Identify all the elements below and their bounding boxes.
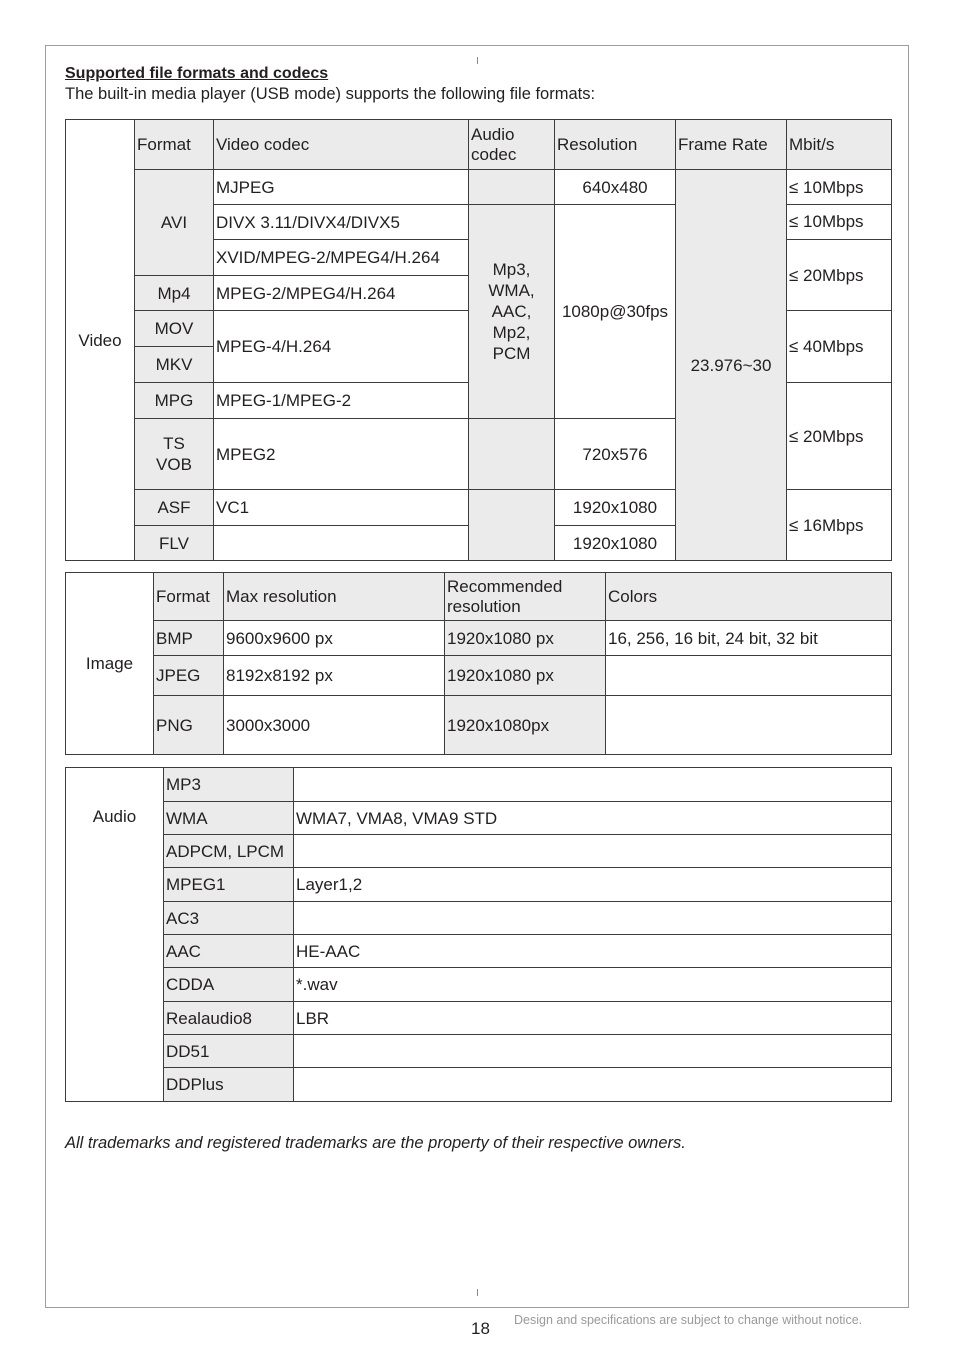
header-audio-codec: Audio codec bbox=[469, 120, 555, 170]
video-formats-table bbox=[65, 119, 892, 561]
audio-codec-mjpeg bbox=[469, 170, 555, 205]
audio-format-ddplus: DDPlus bbox=[164, 1068, 294, 1102]
top-tick-mark bbox=[477, 57, 478, 64]
audio-formats-table bbox=[65, 767, 892, 1102]
format-mkv: MKV bbox=[135, 347, 214, 383]
image-header-colors: Colors bbox=[606, 573, 892, 621]
codec-mjpeg: MJPEG bbox=[214, 170, 469, 205]
image-format-png: PNG bbox=[154, 696, 224, 755]
audio-codec-mp2: Mp2, bbox=[492, 323, 531, 342]
header-format: Format bbox=[135, 120, 214, 170]
header-bitrate: Mbit/s bbox=[787, 120, 892, 170]
bitrate-mjpeg: ≤ 10Mbps bbox=[787, 170, 892, 205]
audio-detail-cdda: *.wav bbox=[294, 968, 892, 1002]
audio-format-adpcm-lpcm: ADPCM, LPCM bbox=[164, 835, 294, 868]
header-video-codec: Video codec bbox=[214, 120, 469, 170]
format-vob: VOB bbox=[156, 455, 192, 474]
image-max-bmp: 9600x9600 px bbox=[224, 621, 445, 656]
image-header-format: Format bbox=[154, 573, 224, 621]
section-heading: Supported file formats and codecs bbox=[65, 65, 329, 82]
audio-detail-adpcm-lpcm bbox=[294, 835, 892, 868]
format-ts: TS bbox=[163, 434, 185, 453]
resolution-mjpeg: 640x480 bbox=[555, 170, 676, 205]
audio-format-wma: WMA bbox=[164, 802, 294, 835]
audio-format-realaudio8: Realaudio8 bbox=[164, 1002, 294, 1035]
codec-mpg: MPEG-1/MPEG-2 bbox=[214, 383, 469, 419]
audio-detail-wma: WMA7, VMA8, VMA9 STD bbox=[294, 802, 892, 835]
format-mpg: MPG bbox=[135, 383, 214, 419]
resolution-asf: 1920x1080 bbox=[555, 490, 676, 526]
audio-format-ac3: AC3 bbox=[164, 902, 294, 935]
format-mp4: Mp4 bbox=[135, 276, 214, 311]
resolution-main: 1080p@30fps bbox=[555, 205, 676, 419]
image-format-bmp: BMP bbox=[154, 621, 224, 656]
audio-format-dd51: DD51 bbox=[164, 1035, 294, 1068]
bitrate-mpg-ts: ≤ 20Mbps bbox=[787, 383, 892, 490]
codec-divx: DIVX 3.11/DIVX4/DIVX5 bbox=[214, 205, 469, 240]
audio-detail-realaudio8: LBR bbox=[294, 1002, 892, 1035]
image-format-jpeg: JPEG bbox=[154, 656, 224, 696]
audio-detail-ac3 bbox=[294, 902, 892, 935]
format-asf: ASF bbox=[135, 490, 214, 526]
audio-codec-main bbox=[469, 205, 555, 419]
bottom-tick-mark bbox=[477, 1289, 478, 1296]
resolution-flv: 1920x1080 bbox=[555, 526, 676, 561]
image-colors-jpeg bbox=[606, 656, 892, 696]
image-rec-png: 1920x1080px bbox=[445, 696, 606, 755]
audio-codec-aac: AAC, bbox=[491, 302, 532, 321]
audio-detail-mpeg1: Layer1,2 bbox=[294, 868, 892, 902]
audio-detail-ddplus bbox=[294, 1068, 892, 1102]
format-avi: AVI bbox=[135, 170, 214, 276]
image-colors-bmp: 16, 256, 16 bit, 24 bit, 32 bit bbox=[606, 621, 892, 656]
bitrate-asf-flv: ≤ 16Mbps bbox=[787, 490, 892, 561]
footer-disclaimer: Design and specifications are subject to change without notice. bbox=[514, 1313, 863, 1327]
audio-format-aac: AAC bbox=[164, 935, 294, 968]
image-max-jpeg: 8192x8192 px bbox=[224, 656, 445, 696]
audio-detail-dd51 bbox=[294, 1035, 892, 1068]
audio-codec-asf-flv bbox=[469, 490, 555, 561]
audio-format-cdda: CDDA bbox=[164, 968, 294, 1002]
resolution-ts: 720x576 bbox=[555, 419, 676, 490]
bitrate-divx: ≤ 10Mbps bbox=[787, 205, 892, 240]
page-number: 18 bbox=[471, 1319, 490, 1338]
audio-format-mpeg1: MPEG1 bbox=[164, 868, 294, 902]
audio-codec-wma: WMA, bbox=[488, 281, 535, 300]
image-max-png: 3000x3000 bbox=[224, 696, 445, 755]
codec-mp4: MPEG-2/MPEG4/H.264 bbox=[214, 276, 469, 311]
bitrate-xvid-mp4: ≤ 20Mbps bbox=[787, 240, 892, 311]
audio-codec-mp3: Mp3, bbox=[492, 260, 531, 279]
image-rec-bmp: 1920x1080 px bbox=[445, 621, 606, 656]
audio-detail-aac: HE-AAC bbox=[294, 935, 892, 968]
image-rec-jpeg: 1920x1080 px bbox=[445, 656, 606, 696]
codec-mov-mkv: MPEG-4/H.264 bbox=[214, 311, 469, 383]
header-resolution: Resolution bbox=[555, 120, 676, 170]
audio-codec-ts bbox=[469, 419, 555, 490]
frame-rate: 23.976~30 bbox=[676, 170, 787, 561]
codec-ts: MPEG2 bbox=[214, 419, 469, 490]
audio-format-mp3: MP3 bbox=[164, 768, 294, 802]
format-ts-vob bbox=[135, 419, 214, 490]
section-intro: The built-in media player (USB mode) supports the following file formats: bbox=[65, 85, 596, 103]
codec-asf: VC1 bbox=[214, 490, 469, 526]
codec-flv bbox=[214, 526, 469, 561]
format-flv: FLV bbox=[135, 526, 214, 561]
bitrate-mov-mkv: ≤ 40Mbps bbox=[787, 311, 892, 383]
image-header-recommended: Recommended resolution bbox=[445, 573, 606, 621]
image-colors-png bbox=[606, 696, 892, 755]
video-group-label: Video bbox=[66, 120, 135, 561]
image-formats-table bbox=[65, 572, 892, 755]
format-mov: MOV bbox=[135, 311, 214, 347]
audio-codec-pcm: PCM bbox=[492, 344, 531, 363]
image-header-max-resolution: Max resolution bbox=[224, 573, 445, 621]
trademark-note: All trademarks and registered trademarks are the property of their respective owners. bbox=[65, 1134, 686, 1152]
header-frame-rate: Frame Rate bbox=[676, 120, 787, 170]
image-group-label: Image bbox=[66, 573, 154, 755]
codec-xvid: XVID/MPEG-2/MPEG4/H.264 bbox=[214, 240, 469, 276]
audio-detail-mp3 bbox=[294, 768, 892, 802]
audio-group-label: Audio bbox=[66, 768, 164, 1102]
